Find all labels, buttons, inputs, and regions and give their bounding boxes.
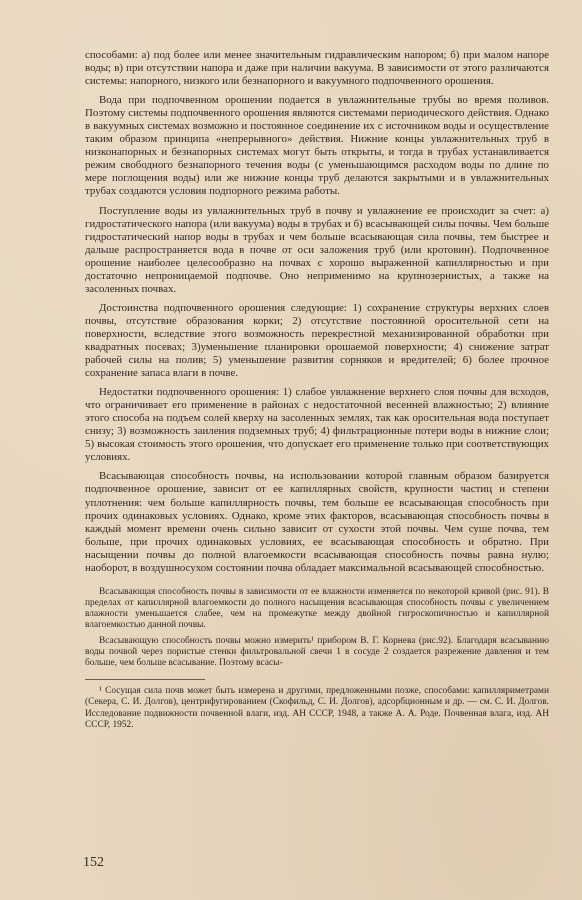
page-number: 152 — [83, 855, 104, 870]
small-paragraph-2: Всасывающую способность почвы можно измерить¹ прибором В. Г. Корнева (рис.92). Благодаря всасыванию воды почвой через пористые стенки фильтровальной свечи 1 в сосуде 2 создается разрежение давления и тем больше, чем больше всасывание. Поэтому всасы- — [85, 635, 549, 668]
paragraph-5: Недостатки подпочвенного орошения: 1) слабое увлажнение верхнего слоя почвы для всходов, что ограничивает его применение в районах с недостаточной весенней влажностью; 2) влияние этого способа на подъем солей кверху на засоленных землях, так как оросительная вода поступает снизу; 3) возможность заиления подземных труб; 4) фильтрационные потери воды в нижние слои; 5) высокая стоимость этого орошения, что допускает его применение только при соответствующих условиях. — [85, 386, 549, 464]
main-text — [85, 49, 549, 575]
paragraph-1: способами: а) под более или менее значительным гидравлическим напором; б) при малом напоре воды; в) при отсутствии напора и даже при наличии вакуума. В зависимости от этого различаются системы: напорного, низкого или безнапорного и вакуумного подпочвенного орошения. — [85, 49, 549, 88]
footnotes — [85, 686, 549, 731]
small-print-text — [85, 587, 549, 669]
paragraph-2: Вода при подпочвенном орошении подается в увлажнительные трубы во время поливов. Поэтому системы подпочвенного орошения являются системами периодического действия. Однако в вакуумных системах возможно и постоянное соединение их с источником воды и осуществление таким образом принципа «непрерывного» действия. Нижние концы увлажнительных труб в низконапорных и безнапорных системах могут быть открыты, и тогда в трубах устанавливается режим свободного безнапорного течения воды (с уменьшающимся расходом воды по длине по мере поглощения воды) или же нижние концы труб делаются закрытыми и в увлажнительных трубах создаются условия подпорного режима работы. — [85, 94, 549, 198]
paragraph-6: Всасывающая способность почвы, на использовании которой главным образом базируется подпочвенное орошение, зависит от ее капиллярных свойств, крупности частиц и степени уплотнения: чем больше капиллярность почвы, тем больше ее всасывающая способность при прочих одинаковых условиях. Однако, кроме этих факторов, всасывающая способность почвы в каждый момент времени очень сильно зависит от сухости этой почвы. Чем суше почва, тем больше, при прочих одинаковых условиях, ее всасывающая способность и обратно. При насыщении почвы до полной влагоемкости всасывающая способность почвы равна нулю; наоборот, в воздушносухом состоянии почва обладает максимальной всасывающей способностью. — [85, 470, 549, 574]
footnote-divider — [85, 679, 205, 680]
footnote-1: ¹ Сосущая сила почв может быть измерена и другими, предложенными позже, способами: капилляриметрами (Секера, С. И. Долгов), центрифугированием (Скофильд, С. И. Долгов), адсорбционным и др. — см. С. И. Долгов. Исследование подвижности почвенной влаги, изд. АН СССР, 1948, а также А. А. Роде. Почвенная влага, изд. АН СССР, 1952. — [85, 686, 549, 730]
paragraph-4: Достоинства подпочвенного орошения следующие: 1) сохранение структуры верхних слоев почвы, отсутствие образования корки; 2) отсутствие постоянной оросительной сети на поверхности, вследствие этого возможность перекрестной механизированной обработки при квадратных посевах; 3)уменьшение планировки орошаемой поверхности; 4) снижение затрат рабочей силы на полив; 5) уменьшение развития сорняков и вредителей; 6) более прочное сохранение запаса влаги в почве. — [85, 301, 549, 380]
small-paragraph-1: Всасывающая способность почвы в зависимости от ее влажности изменяется по некоторой кривой (рис. 91). В пределах от капиллярной влагоемкости до полного насыщения всасывающая способность почвы с увеличением влажности уменьшается слабее, чем на промежутке между двойной гигроскопичностью и капиллярной влагоемкостью данной почвы. — [85, 586, 549, 631]
paragraph-3: Поступление воды из увлажнительных труб в почву и увлажнение ее происходит за счет: а) гидростатического напора (или вакуума) воды в трубах и б) всасывающей силы почвы. Чем больше гидростатический напор воды в трубах и чем больше всасывающая сила почвы, тем быстрее и дальше распространяется вода в почве от оси заложения труб (или кротовин). Подпочвенное орошение наиболее целесообразно на почвах с хорошо выраженной капиллярностью и при достаточно непроницаемой подпочве. Оно неприменимо на крупнозернистых, а также на засоленных почвах. — [85, 204, 549, 295]
